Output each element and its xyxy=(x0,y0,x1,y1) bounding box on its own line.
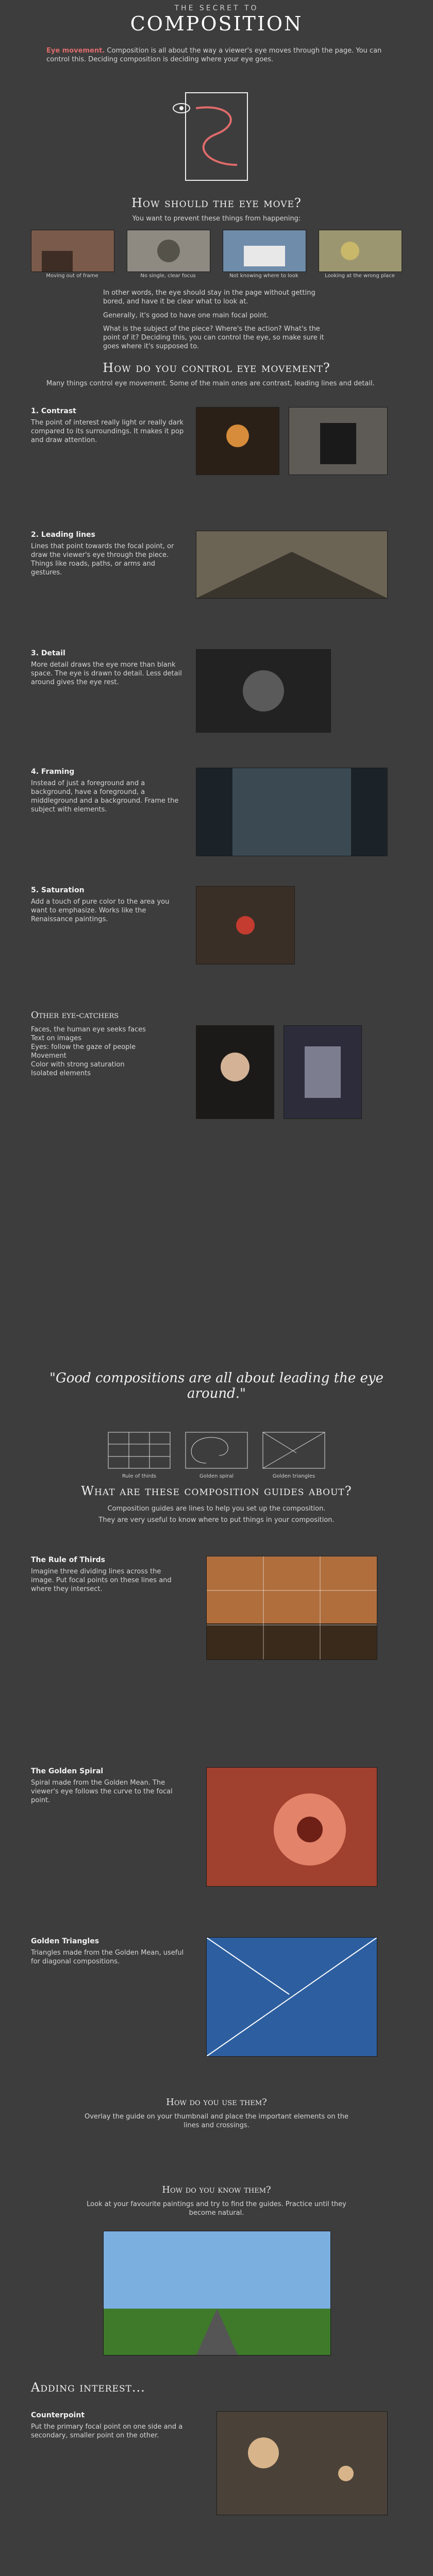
guides-p1: Composition guides are lines to help you set up the composition. xyxy=(107,1505,326,1513)
q1-p1: In other words, the eye should stay in the page without getting bored, and have it be clear what to look at. xyxy=(103,289,315,306)
other-item: Faces, the human eye seeks faces xyxy=(31,1026,146,1033)
know-title: How do you know them? xyxy=(162,2184,271,2195)
technique-1-body: The point of interest really light or really dark compared to its surroundings. It makes it pop and draw attention. xyxy=(31,419,184,444)
pretitle: THE SECRET TO xyxy=(174,4,259,12)
guide-icons xyxy=(103,1427,330,1473)
interest-title: Adding interest... xyxy=(31,2380,145,2395)
technique-2-body: Lines that point towards the focal point, or draw the viewer's eye through the piece. Things like roads, paths, or arms and gestures. xyxy=(31,543,174,577)
other-title: Other eye-catchers xyxy=(31,1010,119,1021)
title-block xyxy=(0,0,433,33)
triangles-body: Triangles made from the Golden Mean, useful for diagonal compositions. xyxy=(31,1949,184,1965)
techniques xyxy=(31,407,402,1005)
guide-label-1: Rule of thirds xyxy=(122,1473,157,1479)
q1-p3: What is the subject of the piece? Where's the action? What's the point of it? Deciding this, you can control the eye, so make sure it goes where it's supposed to. xyxy=(103,325,324,350)
thumb-3 xyxy=(223,230,306,272)
spiral-image xyxy=(206,1767,377,1887)
technique-1-image xyxy=(196,407,279,475)
q2-lead: Many things control eye movement. Some of the main ones are contrast, leading lines and detail. xyxy=(46,380,375,387)
technique-5-body: Add a touch of pure color to the area you want to emphasize. Works like the Renaissance paintings. xyxy=(31,898,170,923)
thumb-1 xyxy=(31,230,114,272)
triangles-image xyxy=(206,1937,377,2057)
technique-3-image xyxy=(196,649,331,733)
technique-1-image-2 xyxy=(289,407,388,475)
intro-text: Composition is all about the way a viewer's eye moves through the page. You can control this. Deciding composition is deciding where your eye goes. xyxy=(46,47,382,63)
spiral-head: The Golden Spiral xyxy=(31,1767,104,1775)
thumb-4 xyxy=(319,230,402,272)
guide-label-3: Golden triangles xyxy=(272,1473,315,1479)
section-title-how-should: How should the eye move? xyxy=(131,196,302,210)
know-body: Look at your favourite paintings and try to find the guides. Practice until they become natural. xyxy=(87,2200,346,2217)
thirds-head: The Rule of Thirds xyxy=(31,1556,105,1564)
technique-3-body: More detail draws the eye more than blank space. The eye is drawn to detail. Less detail around gives the eye rest. xyxy=(31,661,182,686)
spiral-body: Spiral made from the Golden Mean. The viewer's eye follows the curve to the focal point. xyxy=(31,1779,173,1804)
thumb-3-caption: Not knowing where to look xyxy=(229,273,298,279)
technique-5-head: 5. Saturation xyxy=(31,886,85,894)
other-item: Color with strong saturation xyxy=(31,1061,125,1069)
other-item: Text on images xyxy=(31,1035,82,1042)
thumb-1-caption: Moving out of frame xyxy=(46,273,98,279)
page-title: COMPOSITION xyxy=(130,12,303,35)
thumb-2-caption: No single, clear focus xyxy=(140,273,196,279)
thumb-2 xyxy=(127,230,210,272)
intro-term: Eye movement. xyxy=(46,47,105,55)
use-title: How do you use them? xyxy=(166,2097,267,2108)
thirds-image xyxy=(206,1556,377,1660)
guide-label-2: Golden spiral xyxy=(199,1473,234,1479)
know-image xyxy=(103,2231,331,2355)
thirds-body: Imagine three dividing lines across the image. Put focal points on these lines and where they intersect. xyxy=(31,1568,172,1593)
thumb-4-caption: Looking at the wrong place xyxy=(325,273,395,279)
other-image-1 xyxy=(196,1025,274,1119)
technique-4-image xyxy=(196,768,388,856)
interest-1-head: Counterpoint xyxy=(31,2411,85,2419)
other-item: Movement xyxy=(31,1052,66,1060)
technique-5-image xyxy=(196,886,295,964)
section-title-control: How do you control eye movement? xyxy=(103,361,330,375)
triangles-head: Golden Triangles xyxy=(31,1937,99,1945)
thumb-row xyxy=(31,230,402,281)
other-list xyxy=(31,1025,186,1078)
intro xyxy=(46,46,387,64)
q1-lead: You want to prevent these things from happening: xyxy=(132,215,301,223)
other-item: Isolated elements xyxy=(31,1070,91,1077)
interest-list xyxy=(31,2411,402,2576)
technique-4-body: Instead of just a foreground and a background, have a foreground, a middleground and a background. Frame the subject with elements. xyxy=(31,779,179,814)
q1-p2: Generally, it's good to have one main focal point. xyxy=(103,312,269,319)
use-body: Overlay the guide on your thumbnail and place the important elements on the lines and crossings. xyxy=(84,2113,349,2129)
guides-title: What are these composition guides about? xyxy=(81,1484,352,1498)
technique-3-head: 3. Detail xyxy=(31,649,65,657)
technique-1-head: 1. Contrast xyxy=(31,407,76,415)
other-image-2 xyxy=(284,1025,362,1119)
guides-p2: They are very useful to know where to put things in your composition. xyxy=(98,1516,335,1524)
eye-diagram xyxy=(170,88,263,185)
interest-1-image xyxy=(216,2411,388,2515)
interest-1-body: Put the primary focal point on one side and a secondary, smaller point on the other. xyxy=(31,2423,183,2439)
other-item: Eyes: follow the gaze of people xyxy=(31,1043,136,1051)
technique-2-image xyxy=(196,531,388,599)
technique-4-head: 4. Framing xyxy=(31,768,75,776)
technique-2-head: 2. Leading lines xyxy=(31,531,95,539)
quote: "Good compositions are all about leading the eye around." xyxy=(49,1370,384,1401)
